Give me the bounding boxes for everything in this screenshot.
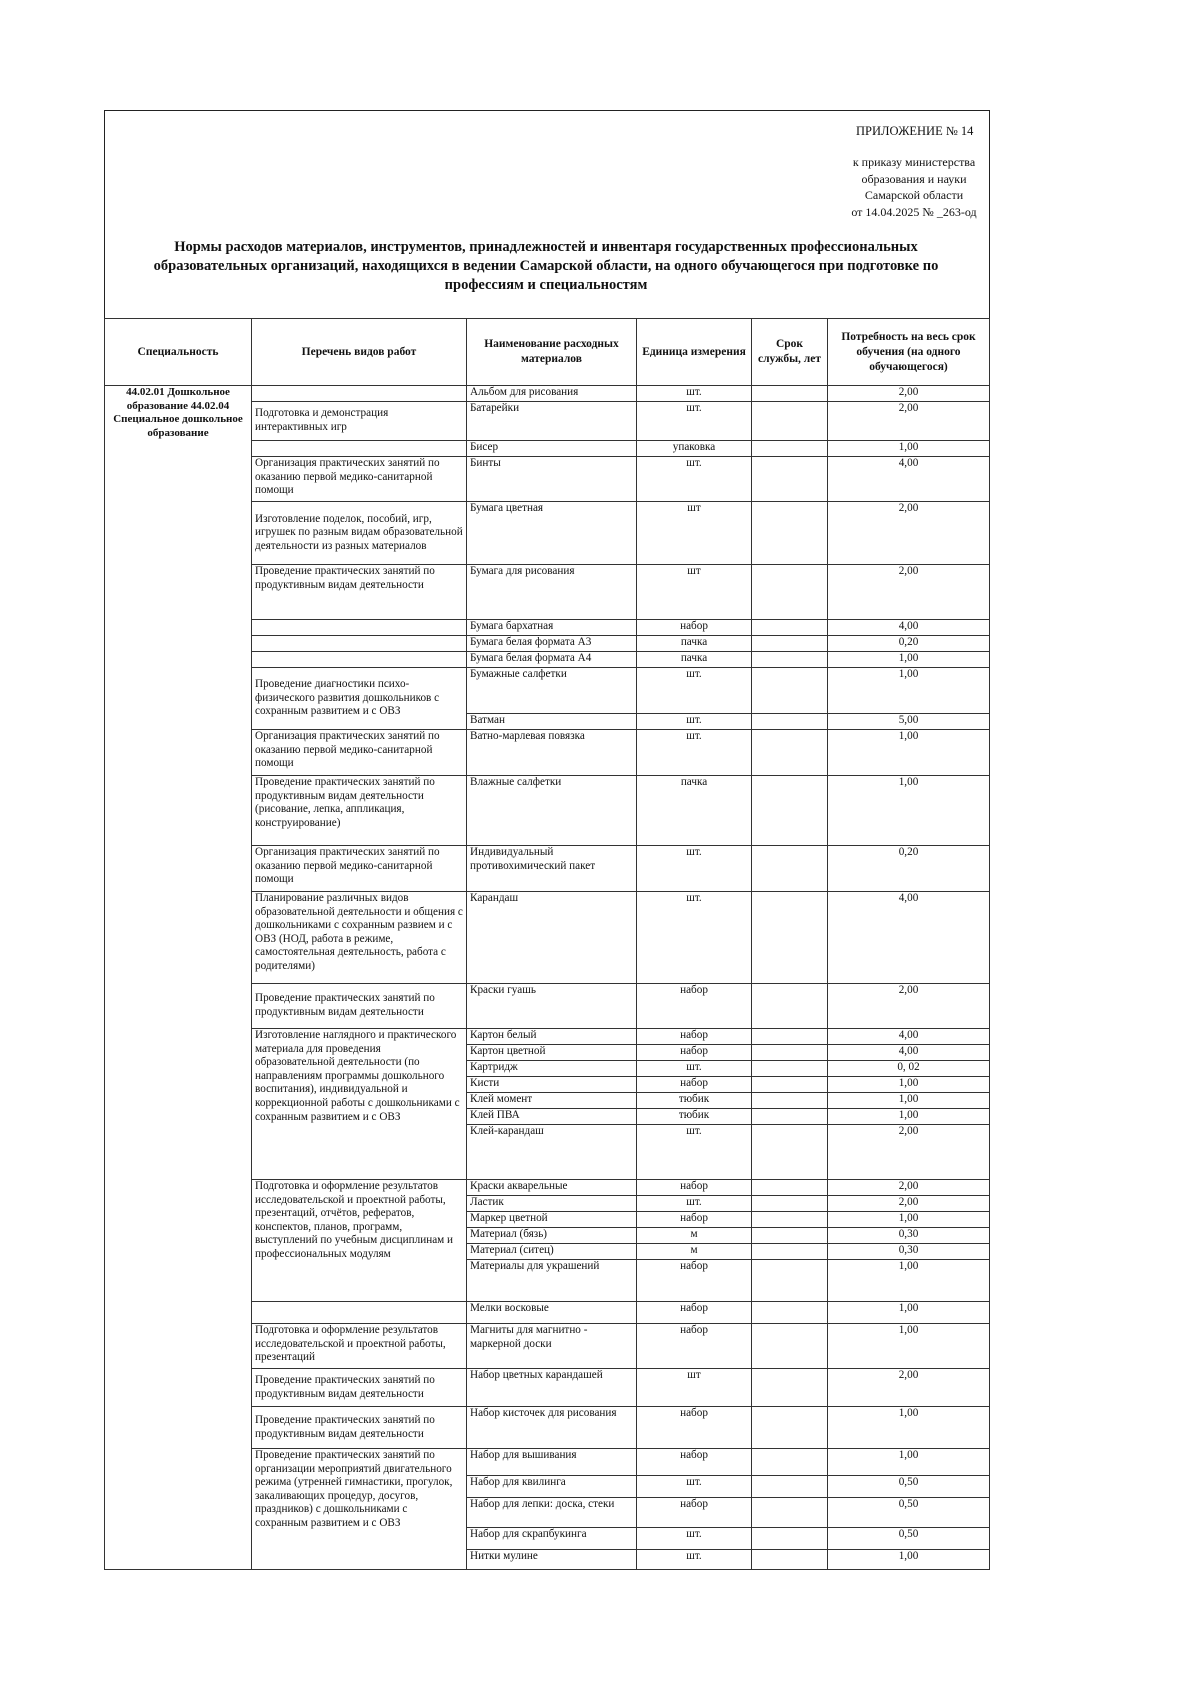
unit-cell: шт. bbox=[637, 846, 752, 892]
service-life-cell bbox=[752, 620, 828, 636]
order-line: к приказу министерства bbox=[852, 155, 976, 169]
unit-cell: тюбик bbox=[637, 1093, 752, 1109]
unit-cell: набор bbox=[637, 1302, 752, 1324]
material-cell: Мелки восковые bbox=[467, 1302, 637, 1324]
service-life-cell bbox=[752, 668, 828, 714]
works-cell: Изготовление поделок, пособий, игр, игрушек по разным видам образовательной деятельности из разных материалов bbox=[252, 502, 467, 565]
service-life-cell bbox=[752, 636, 828, 652]
service-life-cell bbox=[752, 1476, 828, 1498]
unit-cell: шт. bbox=[637, 730, 752, 776]
unit-cell: набор bbox=[637, 1407, 752, 1449]
material-cell: Набор для вышивания bbox=[467, 1449, 637, 1476]
specialty-cell: 44.02.01 Дошкольное образование 44.02.04 Специальное дошкольное образование bbox=[105, 386, 252, 1570]
unit-cell: м bbox=[637, 1244, 752, 1260]
works-cell: Проведение диагностики психо-физического развития дошкольников с сохранным развитием и с ОВЗ bbox=[252, 668, 467, 730]
quantity-cell: 0, 02 bbox=[828, 1061, 990, 1077]
quantity-cell: 4,00 bbox=[828, 457, 990, 502]
works-cell bbox=[252, 386, 467, 402]
service-life-cell bbox=[752, 1528, 828, 1550]
quantity-cell: 2,00 bbox=[828, 565, 990, 620]
unit-cell: набор bbox=[637, 1260, 752, 1302]
service-life-cell bbox=[752, 1109, 828, 1125]
quantity-cell: 1,00 bbox=[828, 1407, 990, 1449]
service-life-cell bbox=[752, 1407, 828, 1449]
unit-cell: набор bbox=[637, 1077, 752, 1093]
works-cell: Организация практических занятий по оказанию первой медико-санитарной помощи bbox=[252, 846, 467, 892]
unit-cell: набор bbox=[637, 1045, 752, 1061]
material-cell: Бумага белая формата А3 bbox=[467, 636, 637, 652]
material-cell: Магниты для магнитно - маркерной доски bbox=[467, 1324, 637, 1369]
material-cell: Бумага белая формата А4 bbox=[467, 652, 637, 668]
quantity-cell: 0,20 bbox=[828, 846, 990, 892]
unit-cell: шт. bbox=[637, 402, 752, 441]
unit-cell: набор bbox=[637, 1498, 752, 1528]
service-life-cell bbox=[752, 1125, 828, 1180]
column-header-works: Перечень видов работ bbox=[252, 319, 467, 386]
material-cell: Краски акварельные bbox=[467, 1180, 637, 1196]
unit-cell: пачка bbox=[637, 776, 752, 846]
works-cell: Организация практических занятий по оказанию первой медико-санитарной помощи bbox=[252, 730, 467, 776]
title-line: профессиям и специальностям bbox=[444, 277, 648, 293]
quantity-cell: 1,00 bbox=[828, 1260, 990, 1302]
service-life-cell bbox=[752, 565, 828, 620]
norms-table bbox=[104, 318, 990, 1570]
quantity-cell: 1,00 bbox=[828, 1449, 990, 1476]
material-cell: Карандаш bbox=[467, 892, 637, 984]
works-cell: Проведение практических занятий по продуктивным видам деятельности bbox=[252, 1369, 467, 1407]
order-line: Самарской области bbox=[864, 188, 964, 202]
document-title bbox=[120, 238, 972, 295]
works-cell: Проведение практических занятий по организации мероприятий двигательного режима (утренней гимнастики, прогулок, закаливающих процедур, досугов, праздников) с дошкольниками с сохранным развитием и с ОВЗ bbox=[252, 1449, 467, 1570]
material-cell: Картридж bbox=[467, 1061, 637, 1077]
service-life-cell bbox=[752, 652, 828, 668]
material-cell: Набор цветных карандашей bbox=[467, 1369, 637, 1407]
service-life-cell bbox=[752, 402, 828, 441]
service-life-cell bbox=[752, 1550, 828, 1570]
quantity-cell: 4,00 bbox=[828, 892, 990, 984]
quantity-cell: 2,00 bbox=[828, 502, 990, 565]
material-cell: Маркер цветной bbox=[467, 1212, 637, 1228]
works-cell: Проведение практических занятий по продуктивным видам деятельности bbox=[252, 565, 467, 620]
material-cell: Картон цветной bbox=[467, 1045, 637, 1061]
quantity-cell: 1,00 bbox=[828, 1109, 990, 1125]
order-reference bbox=[804, 154, 1024, 220]
unit-cell: шт. bbox=[637, 1550, 752, 1570]
column-header-quantity: Потребность на весь срок обучения (на одного обучающегося) bbox=[828, 319, 990, 386]
works-cell: Организация практических занятий по оказанию первой медико-санитарной помощи bbox=[252, 457, 467, 502]
column-header-unit: Единица измерения bbox=[637, 319, 752, 386]
service-life-cell bbox=[752, 1260, 828, 1302]
works-cell bbox=[252, 636, 467, 652]
quantity-cell: 1,00 bbox=[828, 1093, 990, 1109]
works-cell bbox=[252, 652, 467, 668]
material-cell: Влажные салфетки bbox=[467, 776, 637, 846]
quantity-cell: 1,00 bbox=[828, 1077, 990, 1093]
material-cell: Альбом для рисования bbox=[467, 386, 637, 402]
material-cell: Бумага бархатная bbox=[467, 620, 637, 636]
unit-cell: тюбик bbox=[637, 1109, 752, 1125]
unit-cell: набор bbox=[637, 1029, 752, 1045]
works-cell bbox=[252, 441, 467, 457]
material-cell: Бисер bbox=[467, 441, 637, 457]
unit-cell: шт. bbox=[637, 1196, 752, 1212]
material-cell: Набор для лепки: доска, стеки bbox=[467, 1498, 637, 1528]
material-cell: Бумажные салфетки bbox=[467, 668, 637, 714]
material-cell: Набор для квилинга bbox=[467, 1476, 637, 1498]
table-body bbox=[105, 386, 990, 1570]
unit-cell: упаковка bbox=[637, 441, 752, 457]
column-header-service-life: Срок службы, лет bbox=[752, 319, 828, 386]
unit-cell: шт. bbox=[637, 1125, 752, 1180]
quantity-cell: 0,30 bbox=[828, 1244, 990, 1260]
unit-cell: набор bbox=[637, 984, 752, 1029]
unit-cell: набор bbox=[637, 1449, 752, 1476]
works-cell: Подготовка и оформление результатов исследовательской и проектной работы, презентаций, отчётов, рефератов, конспектов, планов, программ, выступлений по учебным дисциплинам и профессиональных модулям bbox=[252, 1180, 467, 1302]
works-cell: Проведение практических занятий по продуктивным видам деятельности bbox=[252, 984, 467, 1029]
service-life-cell bbox=[752, 730, 828, 776]
quantity-cell: 0,50 bbox=[828, 1498, 990, 1528]
service-life-cell bbox=[752, 776, 828, 846]
quantity-cell: 1,00 bbox=[828, 1302, 990, 1324]
service-life-cell bbox=[752, 1244, 828, 1260]
service-life-cell bbox=[752, 1212, 828, 1228]
quantity-cell: 1,00 bbox=[828, 1324, 990, 1369]
unit-cell: шт. bbox=[637, 457, 752, 502]
material-cell: Картон белый bbox=[467, 1029, 637, 1045]
material-cell: Материалы для украшений bbox=[467, 1260, 637, 1302]
quantity-cell: 4,00 bbox=[828, 1045, 990, 1061]
material-cell: Клей момент bbox=[467, 1093, 637, 1109]
quantity-cell: 0,50 bbox=[828, 1476, 990, 1498]
works-cell: Изготовление наглядного и практического материала для проведения образовательной деятельности (по направлениям программы дошкольного воспитания), индивидуальной и коррекционной работы с дошкольниками с сохранным развитием и с ОВЗ bbox=[252, 1029, 467, 1180]
service-life-cell bbox=[752, 1369, 828, 1407]
material-cell: Клей-карандаш bbox=[467, 1125, 637, 1180]
unit-cell: пачка bbox=[637, 636, 752, 652]
quantity-cell: 1,00 bbox=[828, 1550, 990, 1570]
service-life-cell bbox=[752, 386, 828, 402]
service-life-cell bbox=[752, 984, 828, 1029]
service-life-cell bbox=[752, 714, 828, 730]
works-cell bbox=[252, 620, 467, 636]
title-line: образовательных организаций, находящихся в ведении Самарской области, на одного обучающегося при подготовке по bbox=[153, 258, 939, 274]
material-cell: Ватман bbox=[467, 714, 637, 730]
unit-cell: набор bbox=[637, 620, 752, 636]
quantity-cell: 1,00 bbox=[828, 730, 990, 776]
service-life-cell bbox=[752, 1498, 828, 1528]
unit-cell: шт bbox=[637, 565, 752, 620]
document-header bbox=[104, 110, 988, 319]
material-cell: Материал (бязь) bbox=[467, 1228, 637, 1244]
title-line: Нормы расходов материалов, инструментов, принадлежностей и инвентаря государственных профессиональных bbox=[174, 239, 918, 255]
service-life-cell bbox=[752, 892, 828, 984]
service-life-cell bbox=[752, 457, 828, 502]
unit-cell: м bbox=[637, 1228, 752, 1244]
quantity-cell: 2,00 bbox=[828, 1180, 990, 1196]
service-life-cell bbox=[752, 1302, 828, 1324]
quantity-cell: 2,00 bbox=[828, 1369, 990, 1407]
material-cell: Бумага для рисования bbox=[467, 565, 637, 620]
quantity-cell: 0,30 bbox=[828, 1228, 990, 1244]
service-life-cell bbox=[752, 846, 828, 892]
unit-cell: шт. bbox=[637, 1476, 752, 1498]
material-cell: Ватно-марлевая повязка bbox=[467, 730, 637, 776]
service-life-cell bbox=[752, 1061, 828, 1077]
quantity-cell: 1,00 bbox=[828, 441, 990, 457]
material-cell: Бинты bbox=[467, 457, 637, 502]
material-cell: Индивидуальный противохимический пакет bbox=[467, 846, 637, 892]
quantity-cell: 2,00 bbox=[828, 1196, 990, 1212]
quantity-cell: 1,00 bbox=[828, 1212, 990, 1228]
unit-cell: шт. bbox=[637, 386, 752, 402]
unit-cell: шт. bbox=[637, 892, 752, 984]
appendix-label: ПРИЛОЖЕНИЕ № 14 bbox=[856, 124, 974, 138]
works-cell: Планирование различных видов образовательной деятельности и общения с дошкольниками с сохранным развием и с ОВЗ (НОД, работа в режиме, самостоятельная деятельность, работа с родителями) bbox=[252, 892, 467, 984]
quantity-cell: 2,00 bbox=[828, 1125, 990, 1180]
unit-cell: шт. bbox=[637, 714, 752, 730]
works-cell: Подготовка и демонстрация интерактивных игр bbox=[252, 402, 467, 441]
quantity-cell: 0,20 bbox=[828, 636, 990, 652]
quantity-cell: 4,00 bbox=[828, 620, 990, 636]
service-life-cell bbox=[752, 1180, 828, 1196]
unit-cell: набор bbox=[637, 1324, 752, 1369]
unit-cell: шт bbox=[637, 502, 752, 565]
material-cell: Набор кисточек для рисования bbox=[467, 1407, 637, 1449]
service-life-cell bbox=[752, 502, 828, 565]
order-line: образования и науки bbox=[861, 171, 967, 186]
works-cell: Подготовка и оформление результатов исследовательской и проектной работы, презентаций bbox=[252, 1324, 467, 1369]
quantity-cell: 2,00 bbox=[828, 402, 990, 441]
quantity-cell: 5,00 bbox=[828, 714, 990, 730]
service-life-cell bbox=[752, 441, 828, 457]
service-life-cell bbox=[752, 1449, 828, 1476]
material-cell: Набор для скрапбукинга bbox=[467, 1528, 637, 1550]
material-cell: Кисти bbox=[467, 1077, 637, 1093]
table-header-row bbox=[105, 319, 990, 386]
works-cell: Проведение практических занятий по продуктивным видам деятельности bbox=[252, 1407, 467, 1449]
material-cell: Батарейки bbox=[467, 402, 637, 441]
quantity-cell: 1,00 bbox=[828, 776, 990, 846]
quantity-cell: 0,50 bbox=[828, 1528, 990, 1550]
order-line: от 14.04.2025 № _263-од bbox=[851, 204, 977, 219]
unit-cell: пачка bbox=[637, 652, 752, 668]
quantity-cell: 4,00 bbox=[828, 1029, 990, 1045]
table-row bbox=[105, 386, 990, 402]
service-life-cell bbox=[752, 1324, 828, 1369]
unit-cell: набор bbox=[637, 1212, 752, 1228]
material-cell: Ластик bbox=[467, 1196, 637, 1212]
unit-cell: шт. bbox=[637, 668, 752, 714]
unit-cell: шт. bbox=[637, 1061, 752, 1077]
column-header-specialty: Специальность bbox=[105, 319, 252, 386]
service-life-cell bbox=[752, 1228, 828, 1244]
unit-cell: набор bbox=[637, 1180, 752, 1196]
quantity-cell: 2,00 bbox=[828, 984, 990, 1029]
service-life-cell bbox=[752, 1029, 828, 1045]
material-cell: Нитки мулине bbox=[467, 1550, 637, 1570]
service-life-cell bbox=[752, 1196, 828, 1212]
service-life-cell bbox=[752, 1093, 828, 1109]
unit-cell: шт bbox=[637, 1369, 752, 1407]
quantity-cell: 1,00 bbox=[828, 652, 990, 668]
material-cell: Бумага цветная bbox=[467, 502, 637, 565]
works-cell: Проведение практических занятий по продуктивным видам деятельности (рисование, лепка, аппликация, конструирование) bbox=[252, 776, 467, 846]
works-cell bbox=[252, 1302, 467, 1324]
quantity-cell: 2,00 bbox=[828, 386, 990, 402]
unit-cell: шт. bbox=[637, 1528, 752, 1550]
service-life-cell bbox=[752, 1077, 828, 1093]
material-cell: Краски гуашь bbox=[467, 984, 637, 1029]
material-cell: Материал (ситец) bbox=[467, 1244, 637, 1260]
service-life-cell bbox=[752, 1045, 828, 1061]
column-header-material: Наименование расходных материалов bbox=[467, 319, 637, 386]
quantity-cell: 1,00 bbox=[828, 668, 990, 714]
material-cell: Клей ПВА bbox=[467, 1109, 637, 1125]
